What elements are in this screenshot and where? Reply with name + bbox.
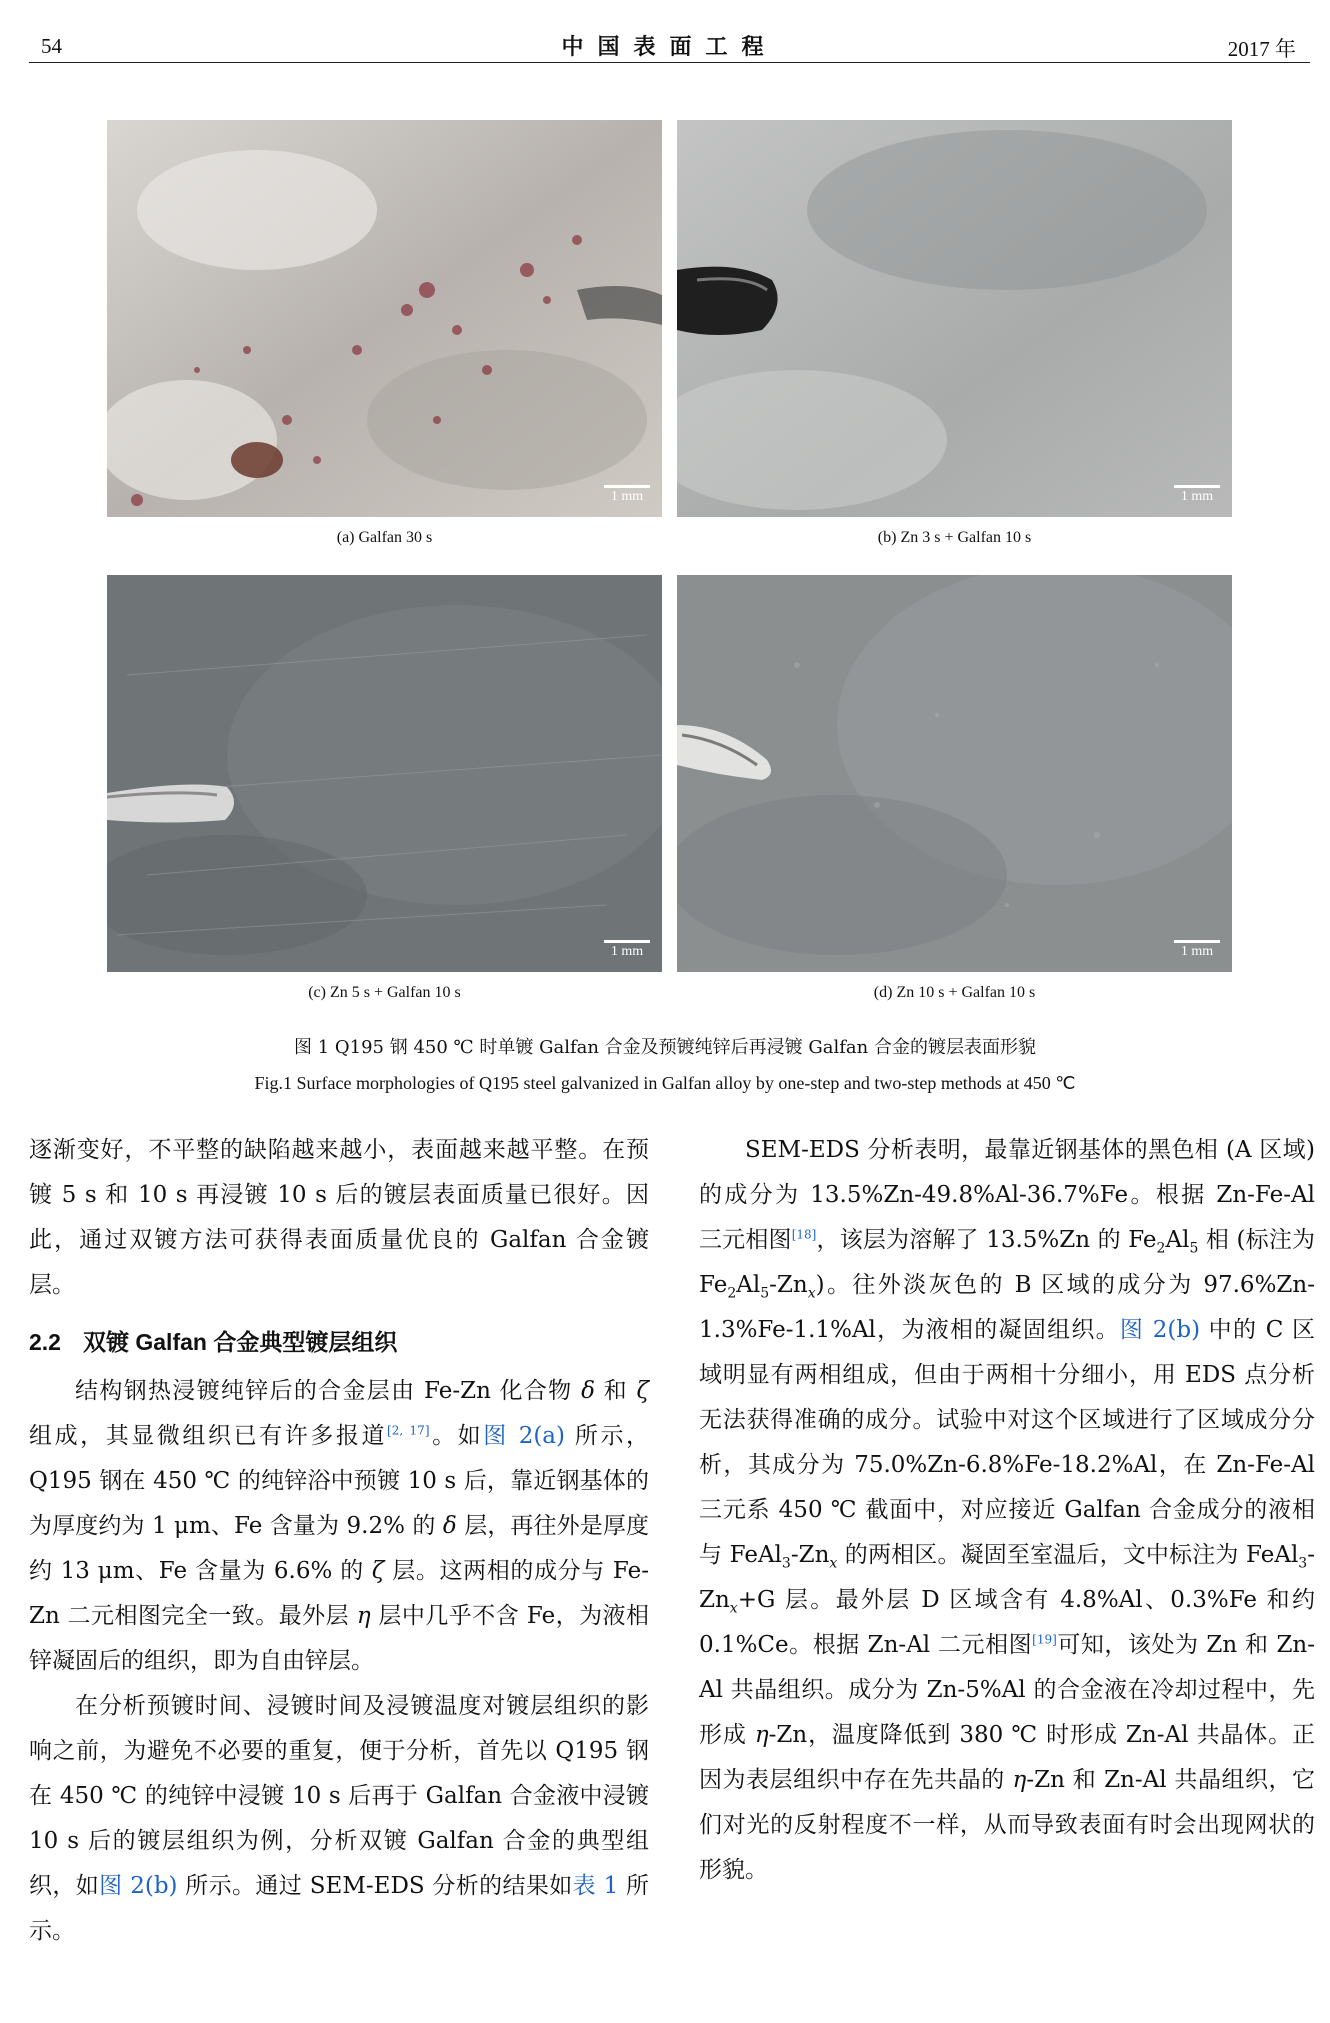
right-column <box>699 1128 1315 1893</box>
paragraph: 逐渐变好，不平整的缺陷越来越小，表面越来越平整。在预镀 5 s 和 10 s 再浸镀 10 s 后的镀层表面质量已很好。因此，通过双镀方法可获得表面质量优良的 Galfan 合金镀层。 <box>29 1137 649 1298</box>
photo-d <box>677 575 1232 972</box>
paragraph: 在分析预镀时间、浸镀时间及浸镀温度对镀层组织的影响之前，为避免不必要的重复，便于分析，首先以 Q195 钢在 450 ℃ 的纯锌中浸镀 10 s 后再于 Galfan 合金液中浸镀 10 s 后的镀层组织为例，分析双镀 Galfan 合金的典型组织，如图 2(b) 所示。通过 SEM-EDS 分析的结果如表 1 所示。 <box>29 1693 649 1944</box>
scale-bar-c: 1 mm <box>604 940 650 960</box>
page-number: 54 <box>41 34 62 58</box>
figure-link[interactable]: 图 2(b) <box>99 1873 178 1899</box>
subcaption-c: (c) Zn 5 s + Galfan 10 s <box>308 984 461 1001</box>
figure-caption-en: Fig.1 Surface morphologies of Q195 steel galvanized in Galfan alloy by one-step and two-step methods at 450 ℃ <box>254 1073 1076 1093</box>
subcaption-b: (b) Zn 3 s + Galfan 10 s <box>877 529 1032 546</box>
citation-link[interactable]: [2, 17] <box>387 1423 430 1438</box>
photo-c <box>107 575 662 972</box>
photo-b <box>677 120 1232 517</box>
scale-bar-d: 1 mm <box>1174 940 1220 960</box>
figure-caption-cn: 图 1 Q195 钢 450 ℃ 时单镀 Galfan 合金及预镀纯锌后再浸镀 Galfan 合金的镀层表面形貌 <box>294 1037 1036 1058</box>
citation-link[interactable]: [18] <box>791 1227 817 1242</box>
figure-link[interactable]: 图 2(b) <box>1119 1317 1201 1343</box>
scale-bar-b: 1 mm <box>1174 485 1220 505</box>
subcaption-d: (d) Zn 10 s + Galfan 10 s <box>873 984 1036 1001</box>
left-column <box>29 1128 649 1954</box>
section-title: 双镀 Galfan 合金典型镀层组织 <box>82 1329 398 1355</box>
year: 2017 年 <box>1227 37 1296 61</box>
citation-link[interactable]: [19] <box>1032 1632 1057 1647</box>
scale-bar-a: 1 mm <box>604 485 650 505</box>
table-link[interactable]: 表 1 <box>572 1873 619 1899</box>
figure-link[interactable]: 图 2(a) <box>483 1423 565 1449</box>
paragraph: SEM-EDS 分析表明，最靠近钢基体的黑色相 (A 区域) 的成分为 13.5%Zn-49.8%Al-36.7%Fe。根据 Zn-Fe-Al 三元相图[18]，该层为溶解了 13.5%Zn 的 $Fe_2Al_5$ 相 (标注为 $Fe_2Al_5-Zn_x$)。往外淡灰色的 B 区域的成分为 97.6%Zn-1.3%Fe-1.1%Al，为液相的凝固组织。图 2(b) 中的 C 区域明显有两相组成，但由于两相十分细小，用 EDS 点分析无法获得准确的成分。试验中对这个区域进行了区域成分分析，其成分为 75.0%Zn-6.8%Fe-18.2%Al，在 Zn-Fe-Al 三元系 450 ℃ 截面中，对应接近 Galfan 合金成分的液相与 $FeAl_3-Zn_x$ 的两相区。凝固至室温后，文中标注为 $FeAl_3-Zn_x+G$ 层。最外层 D 区域含有 4.8%Al、0.3%Fe 和约 0.1%Ce。根据 Zn-Al 二元相图[19]可知，该处为 Zn 和 Zn-Al 共晶组织。成分为 Zn-5%Al 的合金液在冷却过程中，先形成 η-Zn，温度降低到 380 ℃ 时形成 Zn-Al 共晶体。正因为表层组织中存在先共晶的 η-Zn 和 Zn-Al 共晶组织，它们对光的反射程度不一样，从而导致表面有时会出现网状的形貌。 <box>699 1137 1316 1883</box>
journal-title: 中国表面工程 <box>561 34 778 60</box>
paragraph: 结构钢热浸镀纯锌后的合金层由 Fe-Zn 化合物 δ 和 ζ 组成，其显微组织已有许多报道[2, 17]。如图 2(a) 所示，Q195 钢在 450 ℃ 的纯锌浴中预镀 10 s 后，靠近钢基体的为厚度约为 1 μm、Fe 含量为 9.2% 的 δ 层，再往外是厚度约 13 μm、Fe 含量为 6.6% 的 ζ 层。这两相的成分与 Fe-Zn 二元相图完全一致。最外层 η 层中几乎不含 Fe，为液相锌凝固后的组织，即为自由锌层。 <box>29 1378 650 1674</box>
photo-a <box>107 120 662 517</box>
section-number: 2.2 <box>29 1329 61 1355</box>
running-header <box>29 28 1310 63</box>
section-heading <box>29 1320 649 1365</box>
subcaption-a: (a) Galfan 30 s <box>336 529 433 546</box>
